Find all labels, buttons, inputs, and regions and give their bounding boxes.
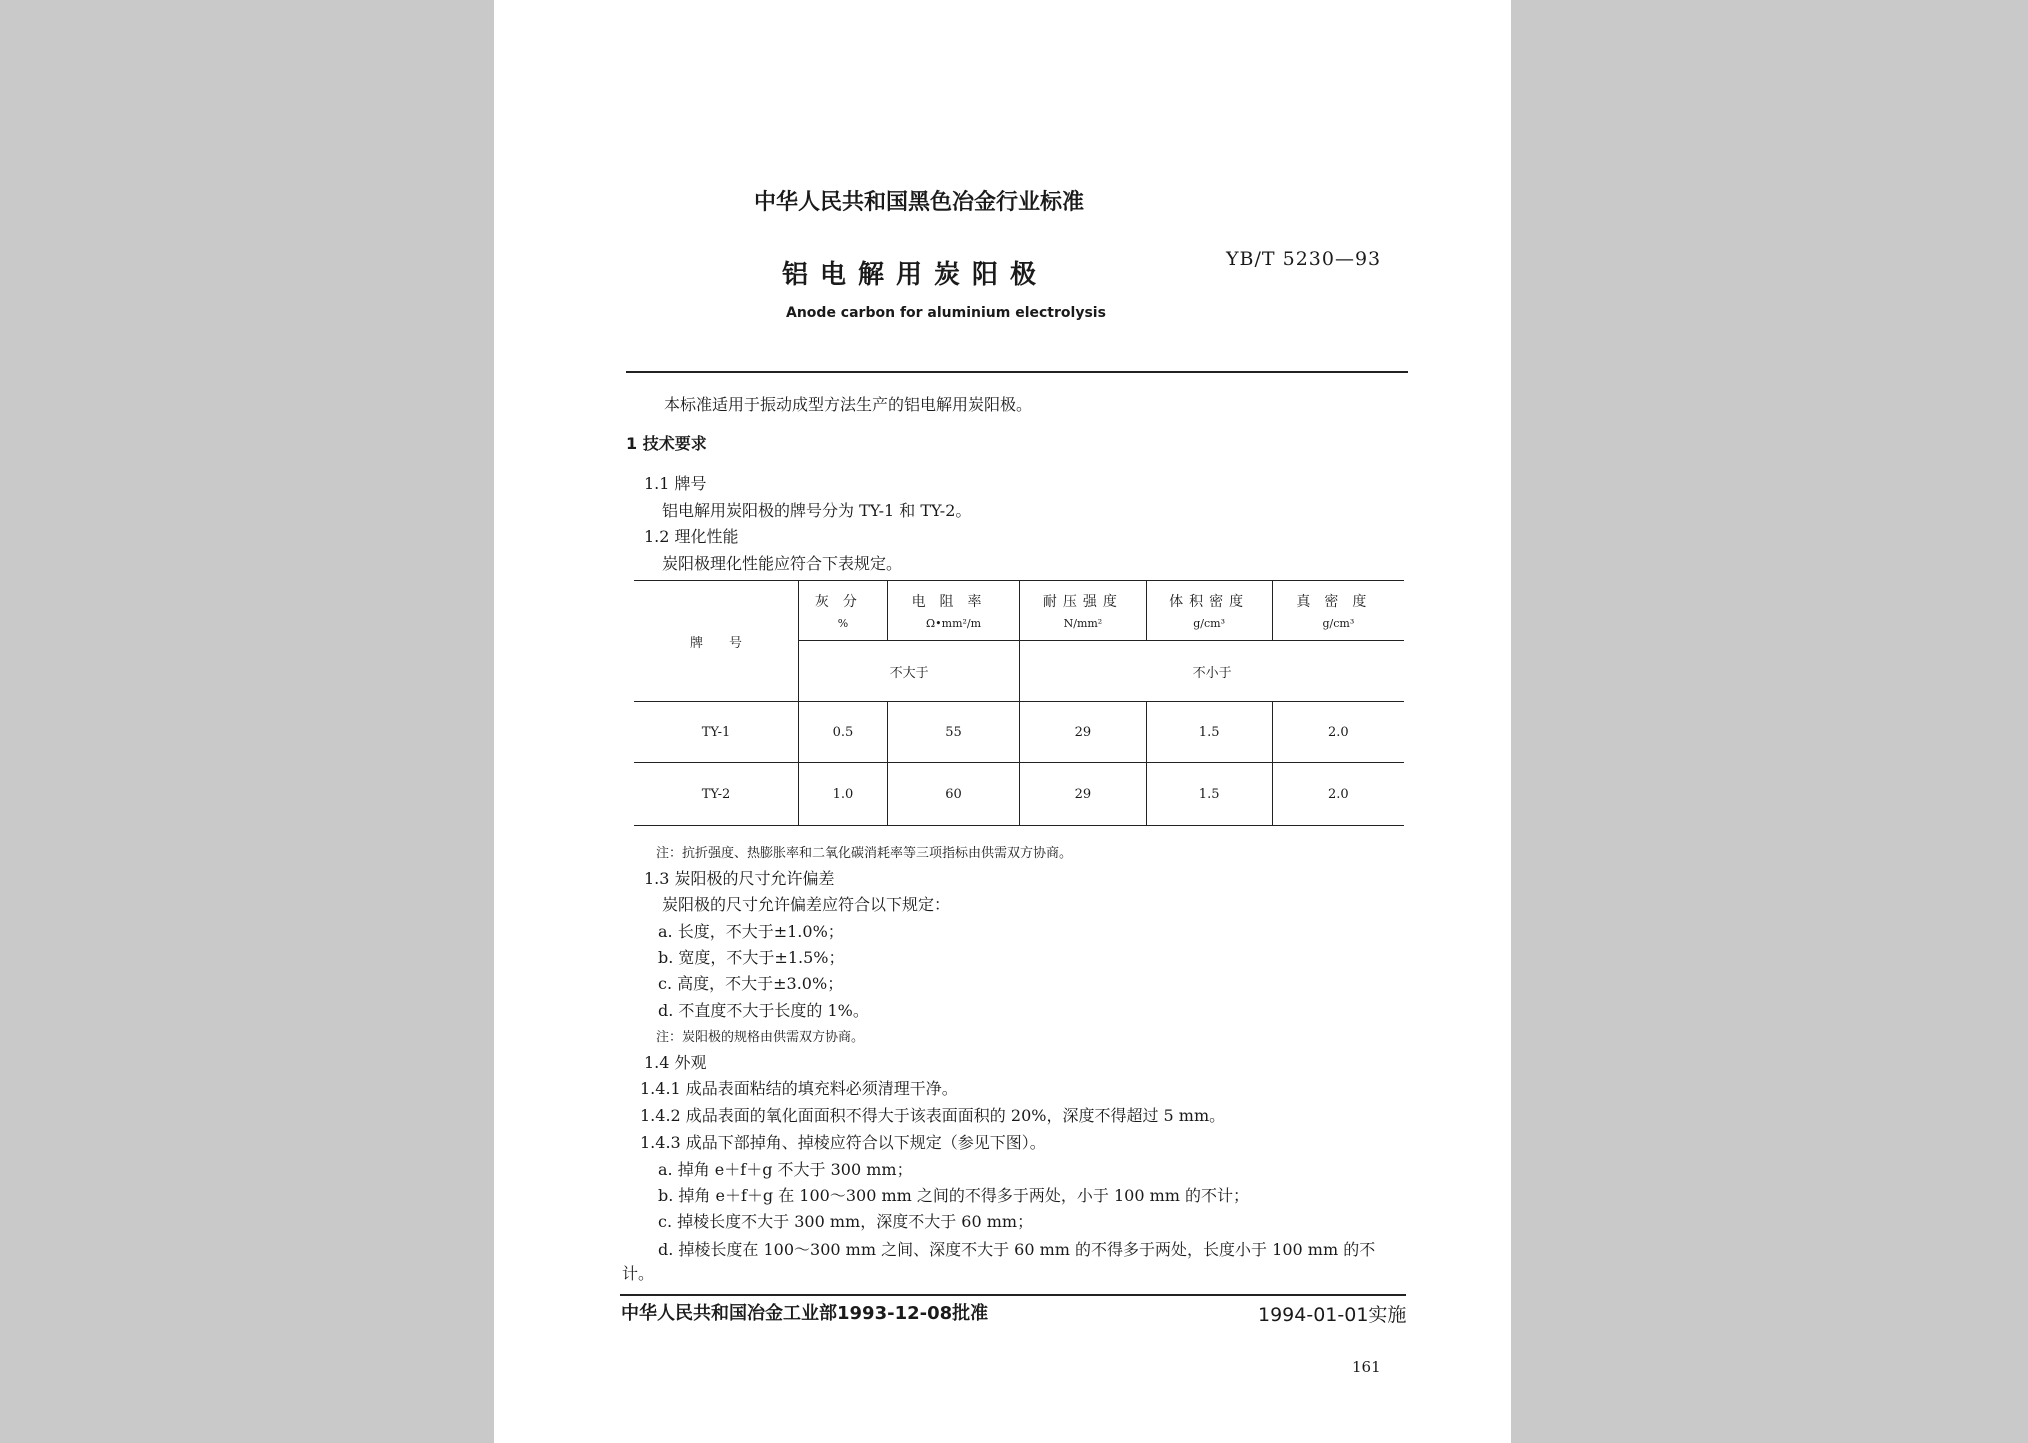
standard-code: YB/T 5230—93 (1226, 248, 1382, 270)
col-header-resistivity (887, 581, 1019, 641)
col-resistivity-unit: Ω•mm²/m (926, 617, 982, 630)
col-ash-name: 灰分 (814, 594, 871, 610)
document-title: 铝电解用炭阳极 (782, 260, 1049, 290)
not-greater-than-label: 不大于 (889, 665, 929, 681)
col-header-true-density (1272, 581, 1404, 641)
col-strength-name: 耐压强度 (1042, 594, 1123, 610)
value-cell: 1.5 (1146, 763, 1272, 826)
col-bulk-density-unit: g/cm³ (1193, 617, 1226, 630)
value-cell: 29 (1020, 702, 1146, 763)
section-1-2-heading: 1.2 理化性能 (644, 527, 739, 546)
value-cell: 0.5 (799, 702, 888, 763)
list-item: a. 掉角 e＋f＋g 不大于 300 mm； (658, 1160, 913, 1179)
col-bulk-density-name: 体积密度 (1169, 594, 1250, 610)
section-1-4-3: 1.4.3 成品下部掉角、掉棱应符合以下规定（参见下图）。 (640, 1133, 1046, 1152)
section-1-3-text: 炭阳极的尺寸允许偏差应符合以下规定： (662, 895, 951, 914)
col-strength-unit: N/mm² (1063, 617, 1103, 630)
grade-header-label: 牌 号 (689, 635, 742, 651)
value-cell: 60 (887, 763, 1019, 826)
grade-cell: TY-1 (634, 702, 799, 763)
page-number: 161 (1352, 1358, 1381, 1376)
value-cell: 1.5 (1146, 702, 1272, 763)
col-header-ash (799, 581, 888, 641)
col-ash-unit: % (837, 617, 849, 630)
col-true-density-unit: g/cm³ (1322, 617, 1355, 630)
section-1-3-note: 注：炭阳极的规格由供需双方协商。 (656, 1030, 865, 1045)
value-cell: 55 (887, 702, 1019, 763)
value-cell: 1.0 (799, 763, 888, 826)
section-1-2-text: 炭阳极理化性能应符合下表规定。 (662, 554, 903, 573)
col-header-compressive-strength (1020, 581, 1146, 641)
standard-category-title: 中华人民共和国黑色冶金行业标准 (754, 190, 1085, 215)
value-cell: 2.0 (1272, 763, 1404, 826)
table-row (634, 763, 1404, 826)
section-1-4-2: 1.4.2 成品表面的氧化面面积不得大于该表面面积的 20%，深度不得超过 5 mm。 (640, 1106, 1226, 1125)
list-item: b. 掉角 e＋f＋g 在 100～300 mm 之间的不得多于两处，小于 100 mm 的不计； (658, 1186, 1250, 1205)
table-row (634, 702, 1404, 763)
table-note: 注：抗折强度、热膨胀率和二氧化碳消耗率等三项指标由供需双方协商。 (656, 846, 1073, 861)
english-title: Anode carbon for aluminium electrolysis (786, 305, 1106, 321)
not-less-than-cell (1020, 641, 1404, 702)
list-item: c. 高度，不大于±3.0%； (658, 974, 844, 993)
section-1-heading: 1 技术要求 (626, 434, 707, 453)
list-item: d. 不直度不大于长度的 1%。 (658, 1001, 869, 1020)
list-item: a. 长度，不大于±1.0%； (658, 922, 844, 941)
footer-divider (620, 1294, 1406, 1296)
intro-text: 本标准适用于振动成型方法生产的铝电解用炭阳极。 (664, 395, 1033, 414)
value-cell: 29 (1020, 763, 1146, 826)
section-1-1-heading: 1.1 牌号 (644, 474, 707, 493)
grade-cell: TY-2 (634, 763, 799, 826)
section-1-3-heading: 1.3 炭阳极的尺寸允许偏差 (644, 869, 835, 888)
header-divider (626, 371, 1408, 373)
list-item-continuation: 计。 (622, 1264, 655, 1283)
document-page (494, 0, 1511, 1443)
not-greater-than-cell (799, 641, 1020, 702)
effective-date: 1994-01-01实施 (1258, 1304, 1407, 1326)
col-resistivity-name: 电阻率 (911, 594, 996, 610)
not-less-than-label: 不小于 (1192, 665, 1232, 681)
section-1-4-heading: 1.4 外观 (644, 1053, 707, 1072)
section-1-4-1: 1.4.1 成品表面粘结的填充料必须清理干净。 (640, 1079, 958, 1098)
properties-table (634, 580, 1404, 826)
value-cell: 2.0 (1272, 702, 1404, 763)
col-true-density-name: 真密度 (1296, 594, 1381, 610)
grade-header-cell (634, 581, 799, 702)
list-item: b. 宽度，不大于±1.5%； (658, 948, 845, 967)
list-item: c. 掉棱长度不大于 300 mm，深度不大于 60 mm； (658, 1212, 1034, 1231)
list-item: d. 掉棱长度在 100～300 mm 之间、深度不大于 60 mm 的不得多于两处，长度小于 100 mm 的不 (658, 1240, 1376, 1259)
approval-line: 中华人民共和国冶金工业部1993-12-08批准 (621, 1303, 989, 1324)
col-header-bulk-density (1146, 581, 1272, 641)
section-1-1-text: 铝电解用炭阳极的牌号分为 TY-1 和 TY-2。 (662, 501, 972, 520)
